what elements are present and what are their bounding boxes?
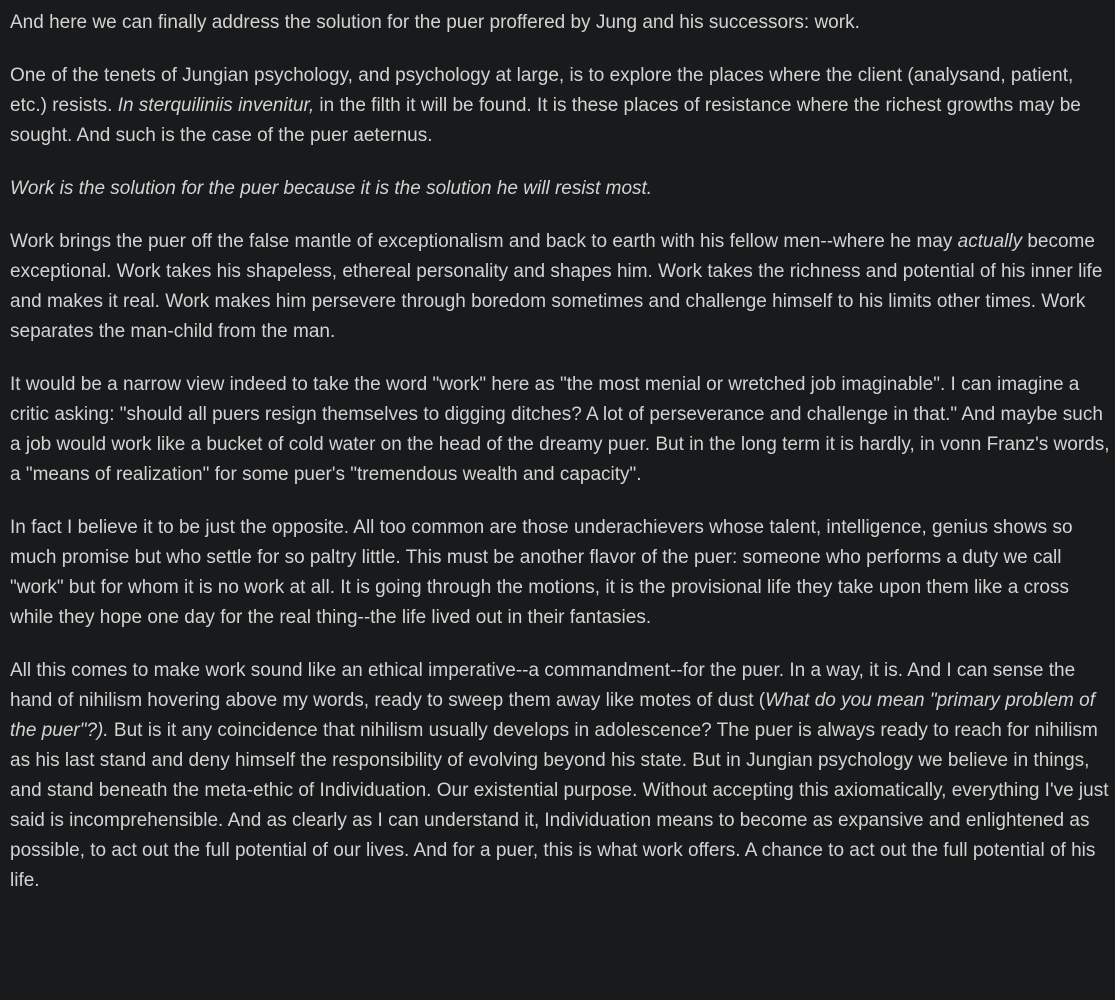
- paragraph-5: [10, 370, 1110, 490]
- italic-run: Work is the solution for the puer because it is the solution he will resist most.: [10, 178, 653, 199]
- italic-run: What do you mean "primary problem of the puer"?).: [10, 690, 1095, 741]
- text-run: In fact I believe it to be just the opposite. All too common are those underachievers whose talent, intelligence, genius shows so much promise but who settle for so paltry little. This must be another flavor of the puer: someone who performs a duty we call "work" but for whom it is no work at all. It is going through the motions, it is the provisional life they take upon them like a cross while they hope one day for the real thing--the life lived out in their fantasies.: [10, 517, 1073, 628]
- text-run: It would be a narrow view indeed to take the word "work" here as "the most menial or wretched job imaginable". I can imagine a critic asking: "should all puers resign themselves to digging ditches? A lot of perseverance and challenge in that." And maybe such a job would work like a bucket of cold water on the head of the dreamy puer. But in the long term it is hardly, in vonn Franz's words, a "means of realization" for some puer's "tremendous wealth and capacity".: [10, 374, 1110, 485]
- italic-run: In sterquiliniis invenitur,: [117, 95, 315, 116]
- paragraph-7: [10, 656, 1110, 896]
- paragraph-2: [10, 61, 1110, 151]
- text-run: Work brings the puer off the false mantle of exceptionalism and back to earth with his fellow men--where he may: [10, 231, 958, 252]
- text-run: become exceptional. Work takes his shapeless, ethereal personality and shapes him. Work takes the richness and potential of his inner life and makes it real. Work makes him persevere through boredom sometimes and challenge himself to his limits other times. Work separates the man-child from the man.: [10, 231, 1103, 342]
- paragraph-4: [10, 227, 1110, 347]
- text-run: One of the tenets of Jungian psychology, and psychology at large, is to explore the places where the client (analysand, patient, etc.) resists.: [10, 65, 1074, 116]
- italic-run: actually: [957, 231, 1023, 252]
- paragraph-1: [10, 8, 1110, 38]
- text-run: All this comes to make work sound like an ethical imperative--a commandment--for the puer. In a way, it is. And I can sense the hand of nihilism hovering above my words, ready to sweep them away like motes of dust (: [10, 660, 1076, 711]
- text-run: But is it any coincidence that nihilism usually develops in adolescence? The puer is always ready to reach for nihilism as his last stand and deny himself the responsibility of evolving beyond his state. But in Jungian psychology we believe in things, and stand beneath the meta-ethic of Individuation. Our existential purpose. Without accepting this axiomatically, everything I've just said is incomprehensible. And as clearly as I can understand it, Individuation means to become as expansive and enlightened as possible, to act out the full potential of our lives. And for a puer, this is what work offers. A chance to act out the full potential of his life.: [10, 720, 1109, 891]
- text-run: in the filth it will be found. It is these places of resistance where the richest growths may be sought. And such is the case of the puer aeternus.: [10, 95, 1081, 146]
- text-run: And here we can finally address the solution for the puer proffered by Jung and his successors: work.: [10, 12, 860, 33]
- document-body: [10, 8, 1110, 919]
- paragraph-3: [10, 174, 1110, 204]
- paragraph-6: [10, 513, 1110, 633]
